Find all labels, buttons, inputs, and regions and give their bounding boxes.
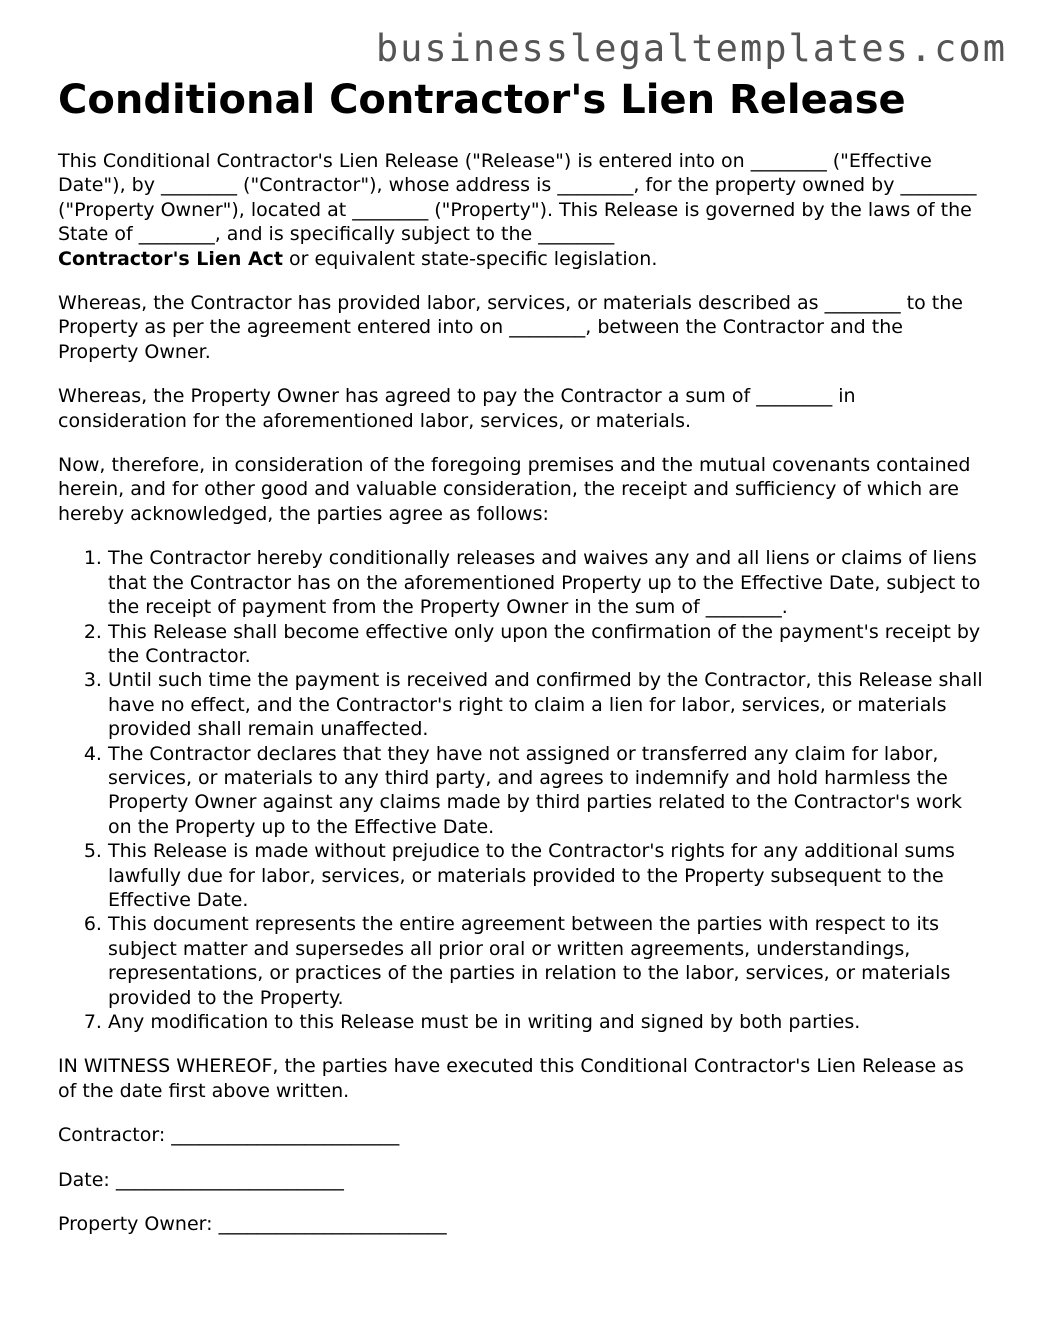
owner-signature-row xyxy=(58,1212,988,1236)
list-item: 5. This Release is made without prejudice to the Contractor's rights for any additional sums lawfully due for labor, services, or materials provided to the Property subsequent to the Effective Date. xyxy=(108,839,988,912)
owner-signature-line[interactable]: ________________________ xyxy=(218,1213,447,1236)
release-sum-blank[interactable]: ________ xyxy=(705,596,782,619)
whereas-paragraph-1 xyxy=(58,291,988,364)
date-signature-row xyxy=(58,1168,988,1192)
term-text: . xyxy=(781,596,788,619)
intro-paragraph xyxy=(58,149,988,271)
intro-text: ("Effective Date"), by xyxy=(58,150,932,197)
intro-text: This Conditional Contractor's Lien Release ("Release") is entered into on xyxy=(58,150,751,172)
now-therefore-paragraph: Now, therefore, in consideration of the foregoing premises and the mutual covenants contained herein, and for other good and valuable consideration, the receipt and sufficiency of which are hereby acknowledged, the parties agree as follows: xyxy=(58,454,971,525)
contractor-signature-label: Contractor: xyxy=(58,1124,172,1147)
contractor-name-blank[interactable]: ________ xyxy=(161,174,237,197)
list-item: 6. This document represents the entire agreement between the parties with respect to its subject matter and supersedes all prior oral or written agreements, understandings, representations, or practices of the parties in relation to the labor, services, or materials provided to the Property. xyxy=(108,912,988,1010)
document-title: Conditional Contractor's Lien Release xyxy=(58,77,906,123)
document-page xyxy=(58,76,988,1256)
intro-text: ("Contractor"), whose address is xyxy=(237,174,558,197)
whereas-text: in consideration for the aforementioned labor, services, or materials. xyxy=(58,385,856,432)
intro-text: ("Property"). This Release is governed by the laws of the State of xyxy=(58,198,972,246)
whereas-text: Whereas, the Contractor has provided labor, services, or materials described as xyxy=(58,292,825,315)
list-item: 3. Until such time the payment is received and confirmed by the Contractor, this Release shall have no effect, and the Contractor's right to claim a lien for labor, services, or materials provided shall remain unaffected. xyxy=(108,668,988,741)
list-item: 2. This Release shall become effective only upon the confirmation of the payment's receipt by the Contractor. xyxy=(108,620,988,669)
jurisdiction-blank[interactable]: ________ xyxy=(538,223,615,246)
agreement-date-blank[interactable]: ________ xyxy=(509,316,586,339)
term-text: The Contractor hereby conditionally releases and waives any and all liens or claims of liens that the Contractor has on the aforementioned Property up to the Effective Date, subject to the receipt of payment from the Property Owner in the sum of xyxy=(108,547,981,619)
intro-text: , and is specifically subject to the xyxy=(214,223,539,246)
contractor-signature-row xyxy=(58,1123,988,1147)
whereas-text: , between the Contractor and the Property Owner. xyxy=(58,316,903,363)
property-location-blank[interactable]: ________ xyxy=(352,198,429,221)
whereas-text: to the Property as per the agreement entered into on xyxy=(58,292,963,339)
effective-date-blank[interactable]: ________ xyxy=(750,150,827,172)
intro-text: , for the property owned by xyxy=(633,174,901,197)
owner-signature-label: Property Owner: xyxy=(58,1213,219,1236)
terms-list xyxy=(58,546,988,1034)
watermark: businesslegaltemplates.com xyxy=(375,27,1007,70)
whereas-paragraph-2 xyxy=(58,384,988,433)
list-item: 7. Any modification to this Release must be in writing and signed by both parties. xyxy=(108,1010,988,1034)
state-blank[interactable]: ________ xyxy=(138,223,215,246)
witness-paragraph: IN WITNESS WHEREOF, the parties have executed this Conditional Contractor's Lien Release as of the date first above written. xyxy=(58,1055,964,1102)
date-signature-line[interactable]: ________________________ xyxy=(115,1168,344,1191)
lien-act-name: Contractor's Lien Act xyxy=(58,247,284,270)
payment-sum-blank[interactable]: ________ xyxy=(756,385,833,408)
property-owner-blank[interactable]: ________ xyxy=(900,174,977,197)
intro-text: ("Property Owner"), located at xyxy=(58,198,353,221)
list-item: 4. The Contractor declares that they have not assigned or transferred any claim for labor, services, or materials to any third party, and agrees to indemnify and hold harmless the Property Owner against any claims made by third parties related to the Contractor's work on the Property up to the Effective Date. xyxy=(108,742,988,840)
date-signature-label: Date: xyxy=(58,1168,116,1191)
document-body xyxy=(58,149,988,1236)
whereas-text: Whereas, the Property Owner has agreed to pay the Contractor a sum of xyxy=(58,385,757,408)
intro-text: or equivalent state-specific legislation. xyxy=(283,247,658,270)
list-item xyxy=(108,546,988,619)
work-description-blank[interactable]: ________ xyxy=(824,292,901,315)
contractor-address-blank[interactable]: ________ xyxy=(557,174,634,197)
contractor-signature-line[interactable]: ________________________ xyxy=(171,1124,400,1147)
